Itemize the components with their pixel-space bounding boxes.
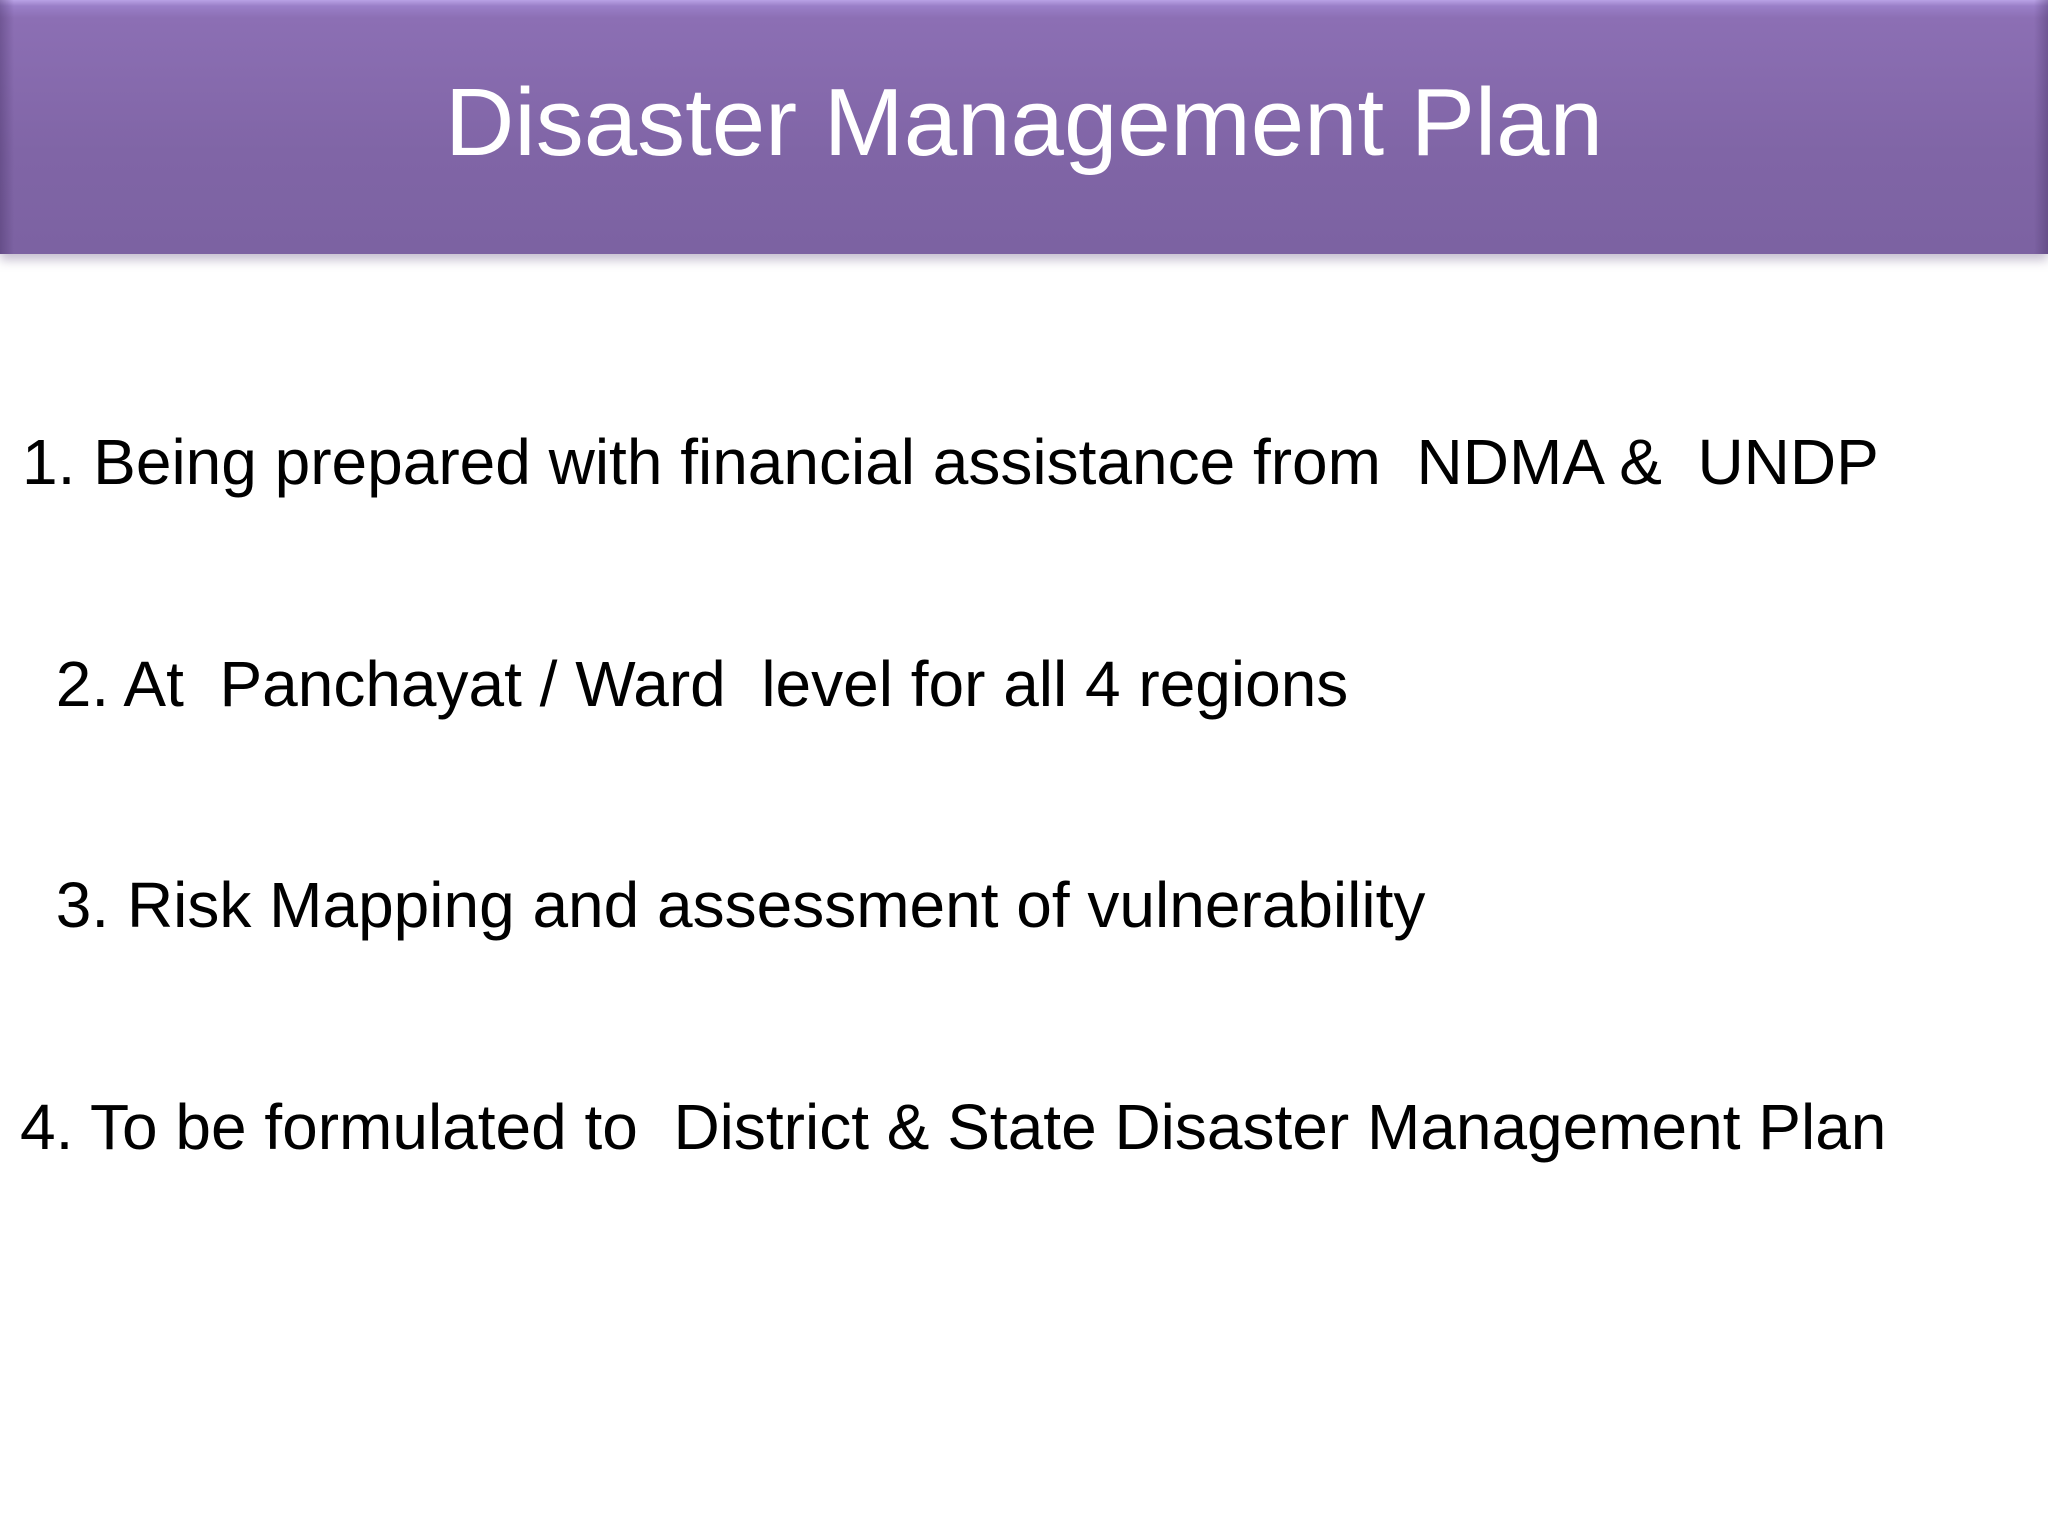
list-item-2: 2. At Panchayat / Ward level for all 4 regions (38, 648, 1349, 720)
title-bar (0, 0, 2048, 254)
list-item-4: 4. To be formulated to District & State Disaster Management Plan (20, 1091, 1887, 1163)
list-item-3: 3. Risk Mapping and assessment of vulnerability (38, 869, 1426, 941)
slide-title: Disaster Management Plan (445, 69, 1603, 176)
list-item-1: 1. Being prepared with financial assistance from NDMA & UNDP (22, 426, 1879, 498)
